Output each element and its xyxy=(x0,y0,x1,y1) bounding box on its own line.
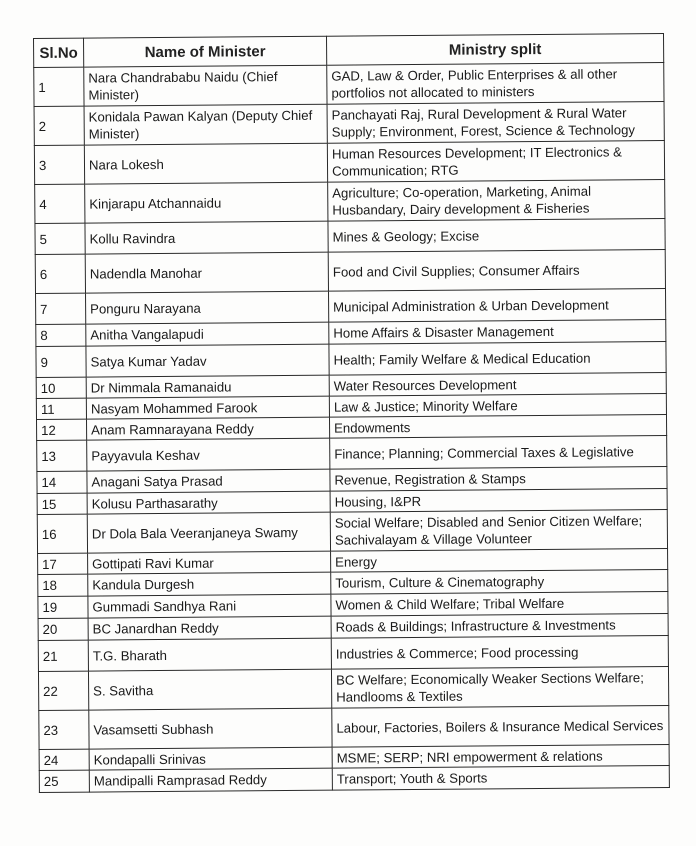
cell-ministry: MSME; SERP; NRI empowerment & relations xyxy=(332,745,669,769)
table-row xyxy=(39,766,669,793)
cell-sl-no: 12 xyxy=(36,419,86,440)
cell-minister-name: Nara Lokesh xyxy=(84,143,327,184)
cell-ministry: Revenue, Registration & Stamps xyxy=(330,467,667,492)
cell-ministry: Water Resources Development xyxy=(329,373,666,397)
cell-sl-no: 17 xyxy=(38,553,88,574)
cell-ministry: Labour, Factories, Boilers & Insurance Medical Services xyxy=(332,706,669,748)
cell-sl-no: 5 xyxy=(35,223,85,254)
cell-ministry: Roads & Buildings; Infrastructure & Investments xyxy=(331,614,668,639)
cell-ministry: Endowments xyxy=(329,415,666,439)
cell-minister-name: Gottipati Ravi Kumar xyxy=(88,551,331,574)
table-row xyxy=(38,667,668,711)
cell-ministry: Health; Family Welfare & Medical Education xyxy=(329,342,666,376)
cell-sl-no: 7 xyxy=(36,293,86,324)
cell-sl-no: 25 xyxy=(39,770,89,792)
cell-minister-name: Anam Ramnarayana Reddy xyxy=(86,417,329,440)
cell-minister-name: Dr Nimmala Ramanaidu xyxy=(86,375,329,398)
header-ministry-split: Ministry split xyxy=(326,34,663,66)
table-row xyxy=(38,636,668,672)
cell-sl-no: 13 xyxy=(37,440,87,471)
table-row xyxy=(35,250,665,294)
cell-minister-name: Konidala Pawan Kalyan (Deputy Chief Minister) xyxy=(84,104,327,145)
cell-sl-no: 11 xyxy=(36,398,86,419)
cell-ministry: Mines & Geology; Excise xyxy=(328,219,665,253)
table-row xyxy=(34,141,664,185)
cell-ministry: Panchayati Raj, Rural Development & Rural Water Supply; Environment, Forest, Science & Technology xyxy=(327,102,664,144)
cell-minister-name: BC Janardhan Reddy xyxy=(88,616,331,640)
cell-ministry: Finance; Planning; Commercial Taxes & Legislative xyxy=(330,436,667,470)
cell-sl-no: 15 xyxy=(37,493,87,514)
cell-sl-no: 19 xyxy=(38,596,88,618)
cell-sl-no: 24 xyxy=(39,749,89,770)
cell-sl-no: 16 xyxy=(37,514,87,553)
cell-minister-name: Satya Kumar Yadav xyxy=(86,344,329,377)
cell-ministry: Municipal Administration & Urban Development xyxy=(328,289,665,323)
cell-sl-no: 1 xyxy=(34,67,84,106)
cell-ministry: Food and Civil Supplies; Consumer Affairs xyxy=(328,250,665,292)
cell-minister-name: Anitha Vangalapudi xyxy=(86,322,329,346)
table-row xyxy=(34,102,664,146)
cell-sl-no: 18 xyxy=(38,574,88,596)
cell-sl-no: 4 xyxy=(35,184,85,223)
cell-minister-name: Nara Chandrababu Naidu (Chief Minister) xyxy=(84,65,327,106)
cell-sl-no: 22 xyxy=(38,671,88,710)
cell-ministry: Law & Justice; Minority Welfare xyxy=(329,394,666,418)
table-row xyxy=(34,63,664,107)
table-body xyxy=(34,63,670,793)
ministers-table xyxy=(33,33,670,793)
cell-minister-name: Ponguru Narayana xyxy=(86,291,329,324)
cell-minister-name: T.G. Bharath xyxy=(88,638,331,671)
header-sl-no: Sl.No xyxy=(34,38,84,67)
cell-sl-no: 8 xyxy=(36,324,86,346)
cell-sl-no: 9 xyxy=(36,346,86,377)
table-row xyxy=(36,342,666,378)
table-row xyxy=(39,706,669,750)
cell-minister-name: Nadendla Manohar xyxy=(85,252,328,293)
table-row xyxy=(36,289,666,325)
table-row xyxy=(35,180,665,224)
cell-ministry: Home Affairs & Disaster Management xyxy=(329,320,666,345)
cell-minister-name: Nasyam Mohammed Farook xyxy=(86,396,329,419)
cell-sl-no: 3 xyxy=(34,145,84,184)
cell-ministry: Human Resources Development; IT Electronics & Communication; RTG xyxy=(327,141,664,183)
cell-ministry: Social Welfare; Disabled and Senior Citizen Welfare; Sachivalayam & Village Volunteer xyxy=(330,510,667,552)
cell-minister-name: Payyavula Keshav xyxy=(87,438,330,471)
cell-minister-name: Dr Dola Bala Veeranjaneya Swamy xyxy=(87,512,330,553)
cell-sl-no: 14 xyxy=(37,471,87,493)
header-minister-name: Name of Minister xyxy=(84,36,327,67)
cell-ministry: Housing, I&PR xyxy=(330,489,667,513)
table-row xyxy=(37,510,667,554)
cell-ministry: Transport; Youth & Sports xyxy=(332,766,669,791)
cell-minister-name: Gummadi Sandhya Rani xyxy=(88,594,331,618)
table-row xyxy=(35,219,665,255)
table-row xyxy=(37,436,667,472)
cell-minister-name: Anagani Satya Prasad xyxy=(87,469,330,493)
cell-sl-no: 6 xyxy=(35,254,85,293)
cell-ministry: Women & Child Welfare; Tribal Welfare xyxy=(331,592,668,617)
cell-ministry: Industries & Commerce; Food processing xyxy=(331,636,668,670)
cell-minister-name: Kandula Durgesh xyxy=(88,572,331,596)
cell-sl-no: 20 xyxy=(38,618,88,640)
cell-minister-name: Kolusu Parthasarathy xyxy=(87,491,330,514)
cell-ministry: Energy xyxy=(331,549,668,573)
cell-minister-name: Vasamsetti Subhash xyxy=(89,708,332,749)
cell-sl-no: 21 xyxy=(38,640,88,671)
cell-sl-no: 10 xyxy=(36,377,86,398)
cell-ministry: Tourism, Culture & Cinematography xyxy=(331,570,668,595)
cell-sl-no: 2 xyxy=(34,106,84,145)
cell-minister-name: Kollu Ravindra xyxy=(85,221,328,254)
cell-sl-no: 23 xyxy=(39,710,89,749)
cell-minister-name: Mandipalli Ramprasad Reddy xyxy=(89,768,332,792)
cell-minister-name: S. Savitha xyxy=(88,669,331,710)
cell-ministry: GAD, Law & Order, Public Enterprises & all other portfolios not allocated to ministers xyxy=(327,63,664,105)
cell-minister-name: Kondapalli Srinivas xyxy=(89,747,332,770)
cell-ministry: BC Welfare; Economically Weaker Sections Welfare; Handlooms & Textiles xyxy=(331,667,668,709)
cell-ministry: Agriculture; Co-operation, Marketing, Animal Husbandary, Dairy development & Fisheries xyxy=(328,180,665,222)
cell-minister-name: Kinjarapu Atchannaidu xyxy=(85,182,328,223)
